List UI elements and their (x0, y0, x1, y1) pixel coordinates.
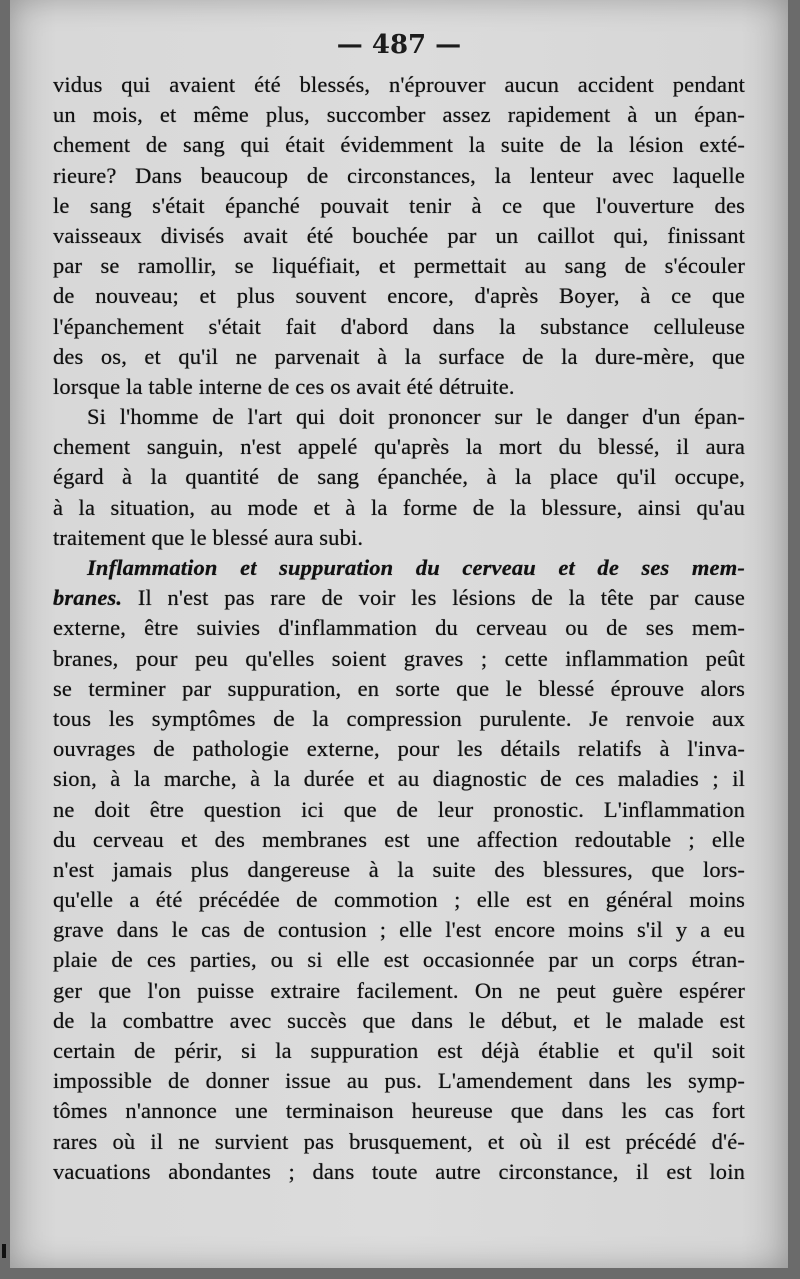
text-line: certain de périr, si la suppuration est déjà établie et qu'il soit (53, 1038, 745, 1063)
text-line: tômes n'annonce une terminaison heureuse que dans les cas fort (53, 1098, 745, 1124)
text-line: Si l'homme de l'art qui doit prononcer sur le danger d'un épan- (87, 404, 745, 430)
text-line: égard à la quantité de sang épanchée, à la place qu'il occupe, (53, 464, 745, 490)
text-line: qu'elle a été précédée de commotion ; elle est en général moins (53, 887, 745, 913)
text-line: tous les symptômes de la compression purulente. Je renvoie aux (53, 705, 745, 731)
text-line: par se ramollir, se liquéfiait, et permettait au sang de s'écouler (53, 253, 745, 279)
text-line: chement sanguin, n'est appelé qu'après la mort du blessé, il aura (53, 434, 745, 460)
text-line: grave dans le cas de contusion ; elle l'est encore moins s'il y a eu (53, 917, 745, 943)
body-text (53, 70, 745, 1187)
text-line: du cerveau et des membranes est une affection redoutable ; elle (53, 826, 745, 852)
text-line: rieure? Dans beaucoup de circonstances, la lenteur avec laquelle (53, 162, 745, 188)
book-page (10, 0, 788, 1268)
section-heading: Inflammation et suppuration du cerveau et de ses mem- (87, 555, 745, 580)
text-line: n'est jamais plus dangereuse à la suite des blessures, que lors- (53, 856, 745, 882)
text-line: vidus qui avaient été blessés, n'éprouver aucun accident pendant (53, 72, 745, 97)
text-line (53, 583, 745, 613)
section-heading-end: branes. (53, 585, 123, 611)
text-line: sion, à la marche, à la durée et au diagnostic de ces maladies ; il (53, 766, 745, 792)
text-line: de la combattre avec succès que dans le début, et le malade est (53, 1007, 745, 1033)
line-rest: Il n'est pas rare de voir les lésions de la tête par cause (122, 585, 745, 611)
text-line: plaie de ces parties, ou si elle est occasionnée par un corps étran- (53, 947, 745, 973)
text-line: l'épanchement s'était fait d'abord dans la substance celluleuse (53, 313, 745, 339)
text-line: branes, pour peu qu'elles soient graves ; cette inflammation peût (53, 645, 745, 671)
text-line (53, 553, 745, 583)
text-line: à la situation, au mode et à la forme de la blessure, ainsi qu'au (53, 494, 745, 520)
page-number: — 487 — (336, 30, 462, 60)
text-line: rares où il ne survient pas brusquement, et où il est précédé d'é- (53, 1128, 745, 1154)
text-line: un mois, et même plus, succomber assez rapidement à un épan- (53, 102, 745, 128)
text-line: chement de sang qui était évidemment la suite de la lésion exté- (53, 132, 745, 158)
text-line: externe, être suivies d'inflammation du cerveau ou de ses mem- (53, 615, 745, 641)
text-line: de nouveau; et plus souvent encore, d'après Boyer, à ce que (53, 283, 745, 309)
text-line: ne doit être question ici que de leur pronostic. L'inflammation (53, 796, 745, 822)
text-line: se terminer par suppuration, en sorte que le blessé éprouve alors (53, 675, 745, 701)
text-line: ger que l'on puisse extraire facilement. On ne peut guère espérer (53, 977, 745, 1003)
text-line: le sang s'était épanché pouvait tenir à ce que l'ouverture des (53, 192, 745, 218)
text-line: vaisseaux divisés avait été bouchée par un caillot qui, finissant (53, 222, 745, 248)
text-line: impossible de donner issue au pus. L'amendement dans les symp- (53, 1068, 745, 1094)
text-line: des os, et qu'il ne parvenait à la surface de la dure-mère, que (53, 343, 745, 369)
text-line: ouvrages de pathologie externe, pour les détails relatifs à l'inva- (53, 736, 745, 762)
text-line: vacuations abondantes ; dans toute autre circonstance, il est loin (53, 1158, 745, 1184)
text-line: traitement que le blessé aura subi. (53, 524, 364, 550)
margin-mark (2, 1244, 6, 1258)
text-line: lorsque la table interne de ces os avait été détruite. (53, 373, 515, 399)
